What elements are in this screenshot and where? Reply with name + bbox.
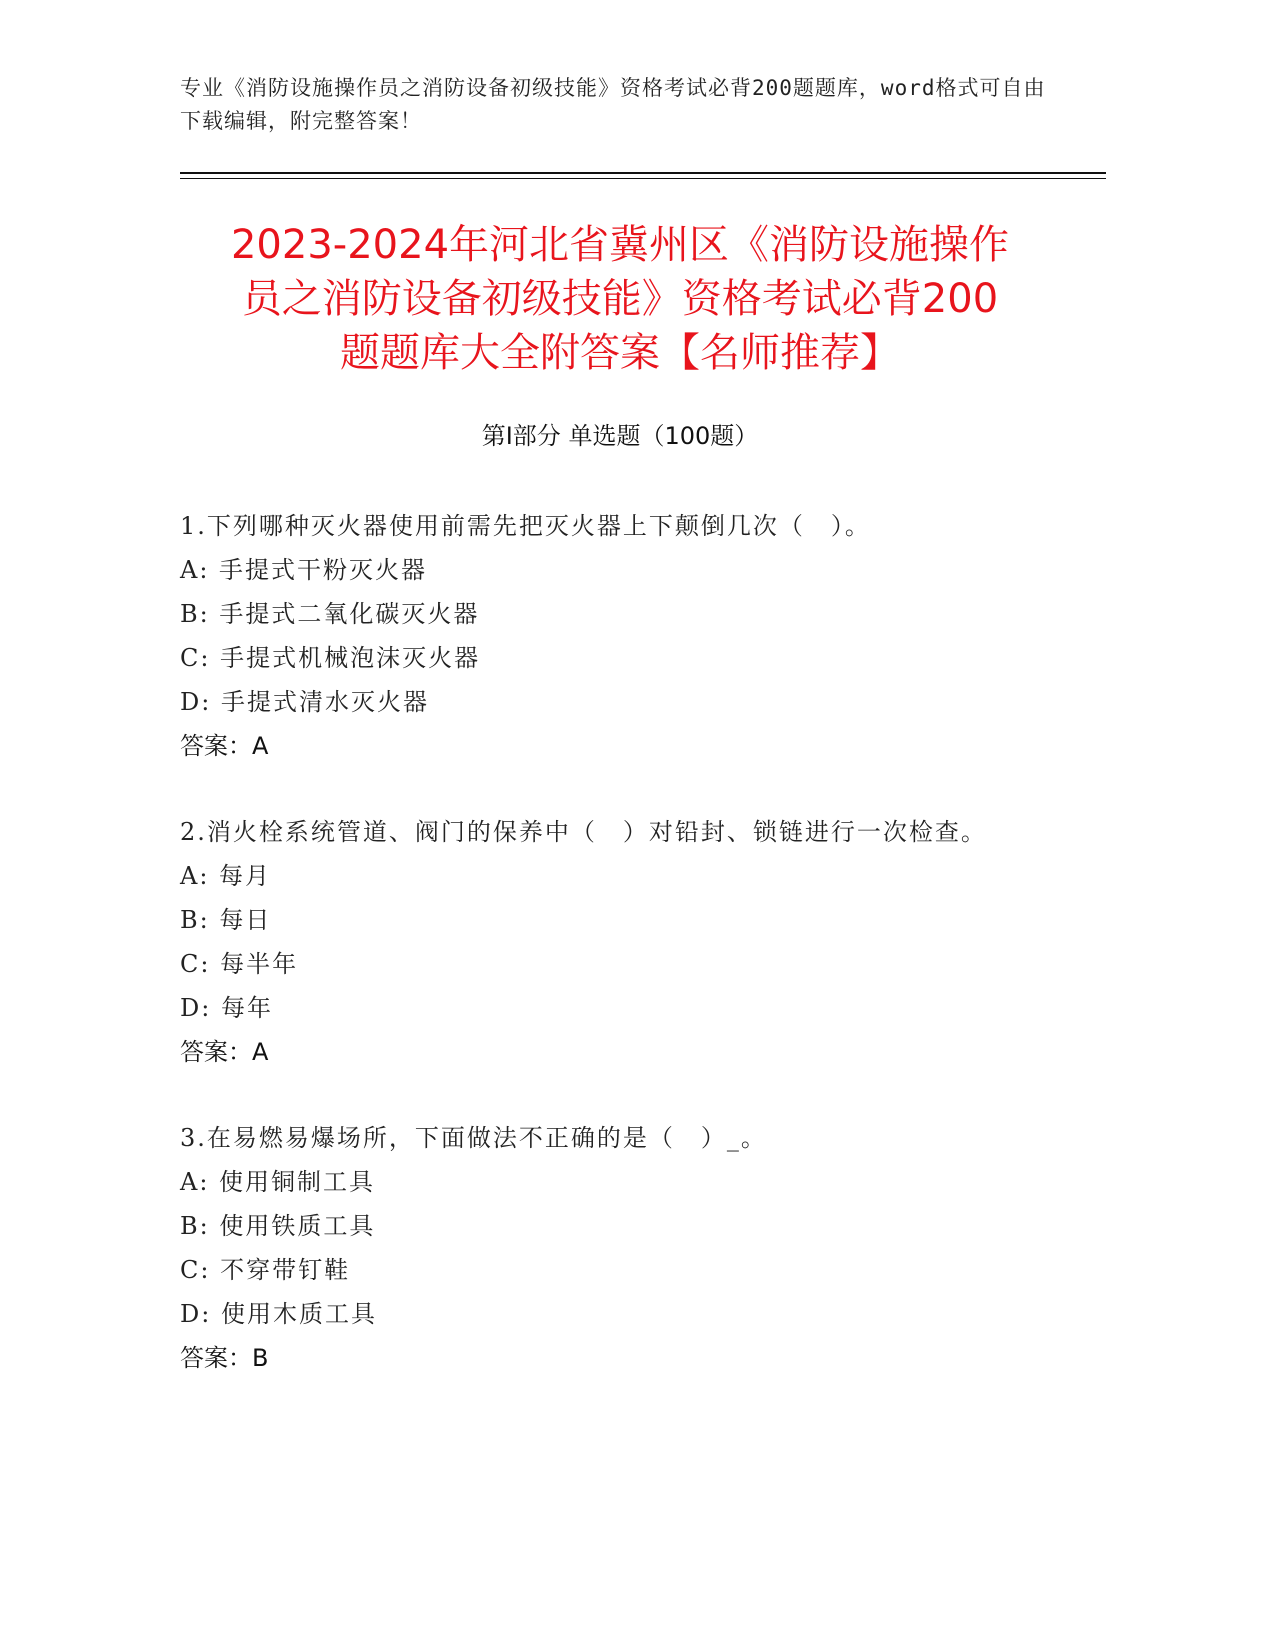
document-title (180, 218, 1060, 380)
answer: 答案：A (180, 732, 269, 760)
header-note: 专业《消防设施操作员之消防设备初级技能》资格考试必背200题题库，word格式可自由下载编辑，附完整答案！ (180, 76, 1046, 133)
answer: 答案：A (180, 1038, 269, 1066)
answer: 答案：B (180, 1344, 269, 1372)
option-b: B: 手提式二氧化碳灭火器 (180, 600, 480, 628)
option-d: D: 每年 (180, 994, 273, 1022)
question-stem: 3.在易燃易爆场所，下面做法不正确的是（ ）_。 (180, 1124, 767, 1152)
option-a: A: 每月 (180, 862, 272, 890)
option-a: A: 使用铜制工具 (180, 1168, 376, 1196)
title-line: 2023-2024年河北省冀州区《消防设施操作 (230, 222, 1010, 268)
option-b: B: 使用铁质工具 (180, 1212, 376, 1240)
question-1 (180, 504, 1060, 768)
question-stem: 2.消火栓系统管道、阀门的保养中（ ）对铅封、锁链进行一次检查。 (180, 818, 987, 846)
question-3 (180, 1116, 1060, 1380)
title-line: 员之消防设备初级技能》资格考试必背200 (241, 276, 999, 322)
option-b: B: 每日 (180, 906, 272, 934)
question-list (180, 504, 1060, 1422)
header-rule-thin (180, 178, 1106, 179)
question-2 (180, 810, 1060, 1074)
option-d: D: 使用木质工具 (180, 1300, 377, 1328)
option-d: D: 手提式清水灭火器 (180, 688, 429, 716)
option-c: C: 不穿带钉鞋 (180, 1256, 351, 1284)
option-a: A: 手提式干粉灭火器 (180, 556, 428, 584)
header-rule-thick (180, 172, 1106, 174)
option-c: C: 每半年 (180, 950, 299, 978)
title-line: 题题库大全附答案【名师推荐】 (340, 330, 900, 376)
question-stem: 1.下列哪种灭火器使用前需先把灭火器上下颠倒几次（ ）。 (180, 512, 871, 540)
option-c: C: 手提式机械泡沫灭火器 (180, 644, 481, 672)
section-heading: 第Ⅰ部分 单选题（100题） (481, 422, 759, 450)
